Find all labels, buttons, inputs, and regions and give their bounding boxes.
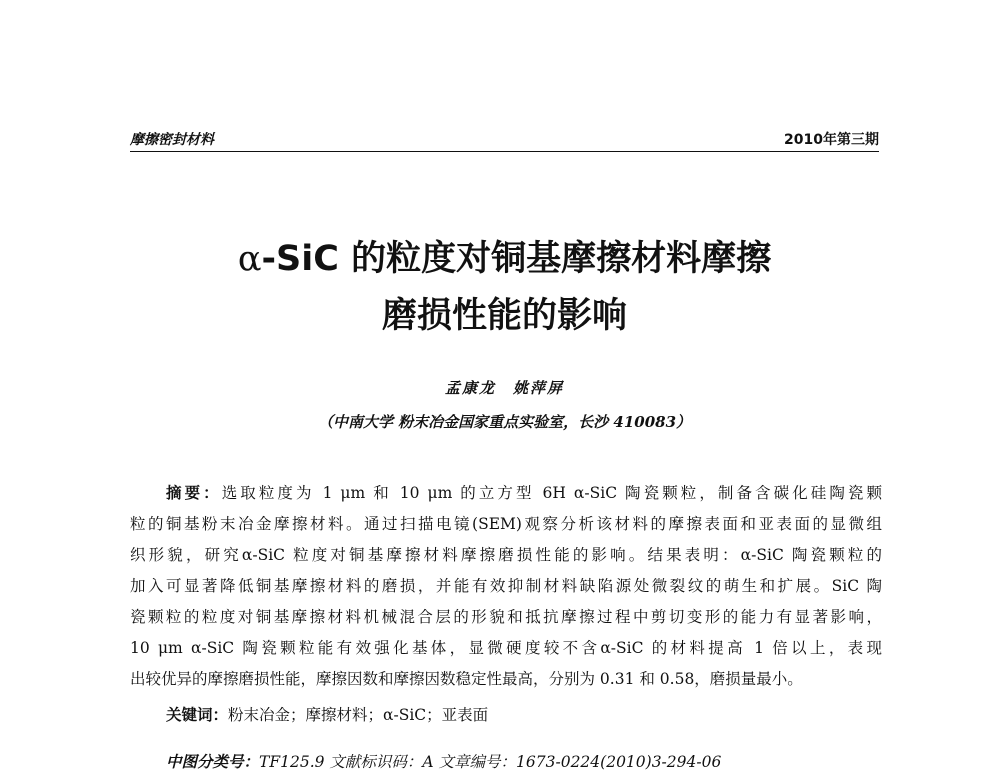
abstract-text-1: 选取粒度为 1 μm 和 10 μm 的立方型 6H α-SiC 陶瓷颗粒，制备含碳化硅陶瓷颗	[221, 484, 882, 502]
keywords-line	[166, 703, 488, 725]
authors: 孟康龙 姚萍屏	[444, 379, 564, 397]
abstract-line-1	[130, 481, 882, 503]
paper-title-line-1	[130, 238, 879, 280]
abstract-line-5: 瓷颗粒的粒度对铜基摩擦材料机械混合层的形貌和抵抗摩擦过程中剪切变形的能力有显著影响，	[130, 608, 882, 626]
title-greek-alpha: α	[237, 239, 262, 279]
abstract-line-3: 织形貌，研究α-SiC 粒度对铜基摩擦材料摩擦磨损性能的影响。结果表明：α-SiC 陶瓷颗粒的	[130, 546, 882, 564]
keywords-text: 粉末冶金；摩擦材料；α-SiC；亚表面	[228, 706, 489, 724]
classification-label: 中图分类号：	[166, 753, 260, 771]
abstract-line-4: 加入可显著降低铜基摩擦材料的磨损，并能有效抑制材料缺陷源处微裂纹的萌生和扩展。SiC 陶	[130, 577, 882, 595]
journal-name: 摩擦密封材料	[130, 132, 214, 148]
classification-line	[166, 750, 721, 772]
abstract-line-2: 粒的铜基粉末冶金摩擦材料。通过扫描电镜(SEM)观察分析该材料的摩擦表面和亚表面的显微组	[130, 515, 882, 533]
issue-label: 2010年第三期	[784, 132, 879, 148]
title-line-1-text: -SiC 的粒度对铜基摩擦材料摩擦	[261, 239, 772, 279]
keywords-label: 关键词：	[166, 706, 229, 724]
abstract-line-7: 出较优异的摩擦磨损性能，摩擦因数和摩擦因数稳定性最高，分别为 0.31 和 0.58，磨损量最小。	[130, 670, 803, 688]
paper-title-line-2: 磨损性能的影响	[381, 296, 627, 336]
affiliation: （中南大学 粉末冶金国家重点实验室，长沙 410083）	[317, 413, 692, 431]
header-divider	[130, 151, 879, 152]
classification-text: TF125.9 文献标识码：A 文章编号：1673-0224(2010)3-294-06	[259, 753, 722, 771]
abstract-line-6: 10 μm α-SiC 陶瓷颗粒能有效强化基体，显微硬度较不含α-SiC 的材料提高 1 倍以上，表现	[130, 639, 882, 657]
abstract-label: 摘要：	[166, 484, 222, 502]
